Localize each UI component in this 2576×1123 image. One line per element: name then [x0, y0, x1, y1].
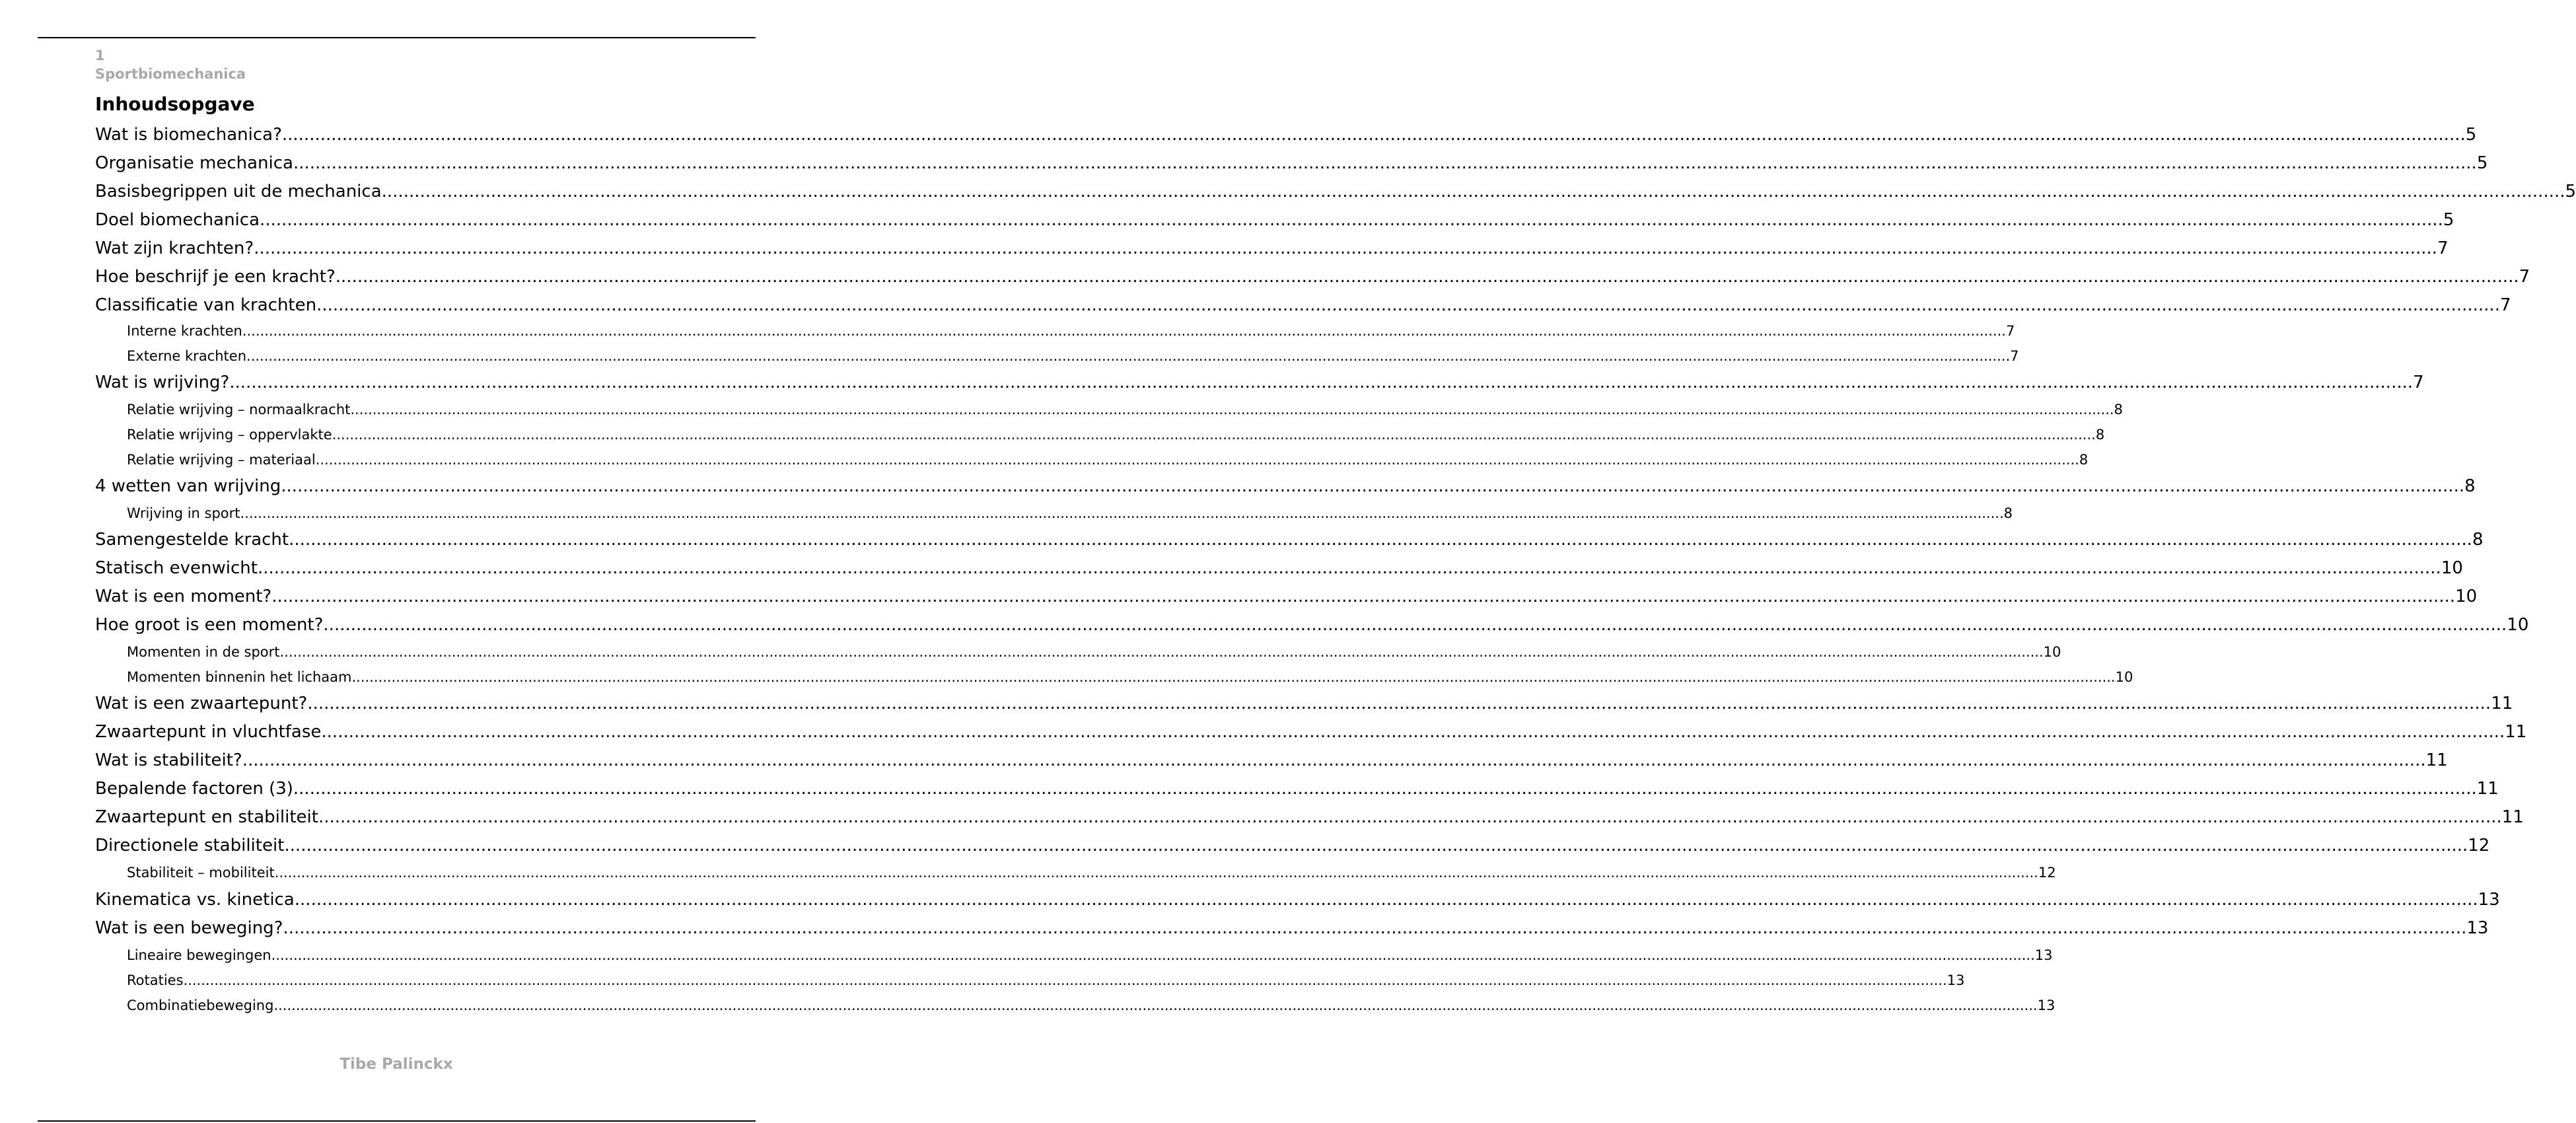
toc-entry[interactable]: [95, 889, 2500, 910]
dot-leader: ................................................................................................................................................................................................................................................................................................................................................................................................................: [307, 694, 2491, 713]
toc-entry-label: Zwaartepunt en stabiliteit: [95, 807, 318, 827]
dot-leader: ................................................................................................................................................................................................................................................................................................................................................................................................................: [183, 972, 1947, 988]
dot-leader: ................................................................................................................................................................................................................................................................................................................................................................................................................: [323, 615, 2507, 635]
toc-entry-page: 10: [2115, 669, 2133, 685]
toc-subentry[interactable]: [127, 426, 2105, 443]
toc-subentry[interactable]: [127, 669, 2133, 686]
toc-entry[interactable]: [95, 835, 2490, 856]
toc-entry[interactable]: [95, 558, 2463, 579]
toc-entry-page: 11: [2501, 807, 2524, 827]
toc-entry-label: Stabiliteit – mobiliteit: [127, 865, 275, 881]
toc-subentry[interactable]: [127, 997, 2056, 1014]
toc-entry[interactable]: [95, 124, 2477, 145]
toc-entry[interactable]: [95, 372, 2424, 393]
course-title: Sportbiomechanica: [95, 66, 246, 82]
toc-subentry[interactable]: [127, 401, 2123, 418]
dot-leader: ................................................................................................................................................................................................................................................................................................................................................................................................................: [284, 836, 2468, 855]
toc-entry[interactable]: [95, 476, 2476, 497]
toc-entry-label: Wat is wrijving?: [95, 373, 230, 392]
dot-leader: ................................................................................................................................................................................................................................................................................................................................................................................................................: [293, 779, 2477, 799]
toc-entry-label: Organisatie mechanica: [95, 153, 293, 173]
toc-entry-page: 5: [2565, 182, 2576, 201]
dot-leader: ................................................................................................................................................................................................................................................................................................................................................................................................................: [257, 558, 2441, 578]
toc-entry-page: 10: [2455, 587, 2478, 606]
dot-leader: ................................................................................................................................................................................................................................................................................................................................................................................................................: [274, 865, 2038, 881]
toc-entry-label: Wat is een beweging?: [95, 918, 283, 938]
dot-leader: ................................................................................................................................................................................................................................................................................................................................................................................................................: [246, 348, 2011, 364]
dot-leader: ................................................................................................................................................................................................................................................................................................................................................................................................................: [240, 505, 2004, 521]
toc-entry[interactable]: [95, 750, 2448, 771]
toc-entry-label: Lineaire bewegingen: [127, 947, 271, 963]
toc-entry-page: 7: [2005, 323, 2015, 339]
toc-entry-label: Relatie wrijving – materiaal: [127, 452, 316, 468]
toc-subentry[interactable]: [127, 347, 2019, 365]
toc-entry[interactable]: [95, 586, 2478, 607]
dot-leader: ................................................................................................................................................................................................................................................................................................................................................................................................................: [283, 918, 2467, 938]
toc-subentry[interactable]: [127, 864, 2056, 881]
toc-entry-label: Externe krachten: [127, 348, 247, 364]
toc-entry-label: Wat is een zwaartepunt?: [95, 694, 308, 713]
dot-leader: ................................................................................................................................................................................................................................................................................................................................................................................................................: [242, 323, 2006, 339]
toc-entry-page: 7: [2010, 348, 2019, 364]
toc-entry-label: Relatie wrijving – normaalkracht: [127, 402, 351, 417]
toc-entry-page: 8: [2079, 452, 2089, 468]
toc-entry-label: Momenten binnenin het lichaam: [127, 669, 352, 685]
toc-entry-page: 5: [2476, 153, 2488, 173]
toc-entry[interactable]: [95, 153, 2488, 174]
toc-subentry[interactable]: [127, 947, 2053, 964]
toc-entry-page: 10: [2043, 644, 2061, 660]
dot-leader: ................................................................................................................................................................................................................................................................................................................................................................................................................: [294, 890, 2478, 910]
toc-entry-page: 7: [2519, 267, 2530, 287]
toc-entry-page: 8: [2003, 505, 2013, 521]
toc-entry-label: Rotaties: [127, 972, 184, 988]
toc-entry-label: Hoe beschrijf je een kracht?: [95, 267, 336, 287]
toc-entry-page: 7: [2499, 295, 2511, 315]
toc-entry[interactable]: [95, 295, 2511, 316]
dot-leader: ................................................................................................................................................................................................................................................................................................................................................................................................................: [281, 125, 2466, 145]
toc-entry[interactable]: [95, 807, 2524, 828]
toc-entry-label: Zwaartepunt in vluchtfase: [95, 722, 322, 742]
bottom-rule: [38, 1120, 756, 1122]
dot-leader: ................................................................................................................................................................................................................................................................................................................................................................................................................: [332, 427, 2096, 443]
toc-entry-label: 4 wetten van wrijving: [95, 476, 281, 496]
toc-entry-page: 13: [2037, 997, 2056, 1013]
dot-leader: ................................................................................................................................................................................................................................................................................................................................................................................................................: [321, 722, 2505, 742]
toc-subentry[interactable]: [127, 972, 1965, 989]
toc-entry-label: Wat is stabiliteit?: [95, 750, 242, 770]
dot-leader: ................................................................................................................................................................................................................................................................................................................................................................................................................: [351, 669, 2116, 685]
dot-leader: ................................................................................................................................................................................................................................................................................................................................................................................................................: [350, 402, 2114, 417]
dot-leader: ................................................................................................................................................................................................................................................................................................................................................................................................................: [293, 153, 2477, 173]
toc-entry-page: 5: [2465, 125, 2477, 145]
toc-subentry[interactable]: [127, 451, 2089, 468]
toc-entry[interactable]: [95, 721, 2527, 743]
toc-subentry[interactable]: [127, 643, 2061, 661]
toc-entry-label: Wat is een moment?: [95, 587, 272, 606]
toc-entry[interactable]: [95, 614, 2529, 635]
toc-entry-label: Classificatie van krachten: [95, 295, 317, 315]
footer-author: Tibe Palinckx: [340, 1056, 453, 1073]
toc-entry-page: 8: [2472, 530, 2484, 550]
dot-leader: ................................................................................................................................................................................................................................................................................................................................................................................................................: [242, 750, 2426, 770]
dot-leader: ................................................................................................................................................................................................................................................................................................................................................................................................................: [289, 530, 2472, 550]
toc-entry-label: Combinatiebeweging: [127, 997, 274, 1013]
dot-leader: ................................................................................................................................................................................................................................................................................................................................................................................................................: [315, 452, 2079, 468]
toc-entry-label: Basisbegrippen uit de mechanica: [95, 182, 382, 201]
toc-entry-label: Relatie wrijving – oppervlakte: [127, 427, 332, 443]
toc-entry-label: Wrijving in sport: [127, 505, 240, 521]
toc-entry[interactable]: [95, 918, 2489, 939]
dot-leader: ................................................................................................................................................................................................................................................................................................................................................................................................................: [229, 373, 2414, 392]
toc-entry[interactable]: [95, 693, 2513, 714]
toc-entry-page: 11: [2491, 694, 2513, 713]
toc-entry-page: 8: [2464, 476, 2476, 496]
dot-leader: ................................................................................................................................................................................................................................................................................................................................................................................................................: [273, 997, 2038, 1013]
toc-entry[interactable]: [95, 209, 2454, 231]
toc-entry-page: 13: [1947, 972, 1965, 988]
toc-entry-label: Interne krachten: [127, 323, 242, 339]
dot-leader: ................................................................................................................................................................................................................................................................................................................................................................................................................: [316, 295, 2500, 315]
dot-leader: ................................................................................................................................................................................................................................................................................................................................................................................................................: [271, 947, 2035, 963]
toc-entry-page: 5: [2443, 210, 2454, 230]
toc-entry-page: 8: [2095, 427, 2105, 443]
toc-entry-label: Wat is biomechanica?: [95, 125, 282, 145]
dot-leader: ................................................................................................................................................................................................................................................................................................................................................................................................................: [281, 476, 2465, 496]
toc-title: Inhoudsopgave: [95, 93, 255, 115]
toc-entry-label: Momenten in de sport: [127, 644, 280, 660]
toc-entry[interactable]: [95, 181, 2576, 202]
toc-subentry[interactable]: [127, 505, 2013, 522]
toc-entry[interactable]: [95, 266, 2530, 287]
toc-entry-page: 12: [2468, 836, 2490, 855]
toc-entry-label: Doel biomechanica: [95, 210, 260, 230]
toc-entry-label: Wat zijn krachten?: [95, 238, 254, 258]
toc-entry-label: Bepalende factoren (3): [95, 779, 293, 799]
dot-leader: ................................................................................................................................................................................................................................................................................................................................................................................................................: [254, 238, 2438, 258]
toc-entry[interactable]: [95, 529, 2484, 550]
toc-entry-label: Directionele stabiliteit: [95, 836, 285, 855]
toc-entry-page: 8: [2114, 402, 2123, 417]
toc-entry-page: 10: [2507, 615, 2529, 635]
dot-leader: ................................................................................................................................................................................................................................................................................................................................................................................................................: [271, 587, 2456, 606]
toc-entry[interactable]: [95, 238, 2449, 259]
toc-entry-page: 10: [2441, 558, 2463, 578]
toc-entry-page: 13: [2478, 890, 2500, 910]
toc-entry-page: 11: [2476, 779, 2499, 799]
toc-entry-page: 7: [2437, 238, 2449, 258]
toc-entry-page: 7: [2413, 373, 2424, 392]
toc-entry[interactable]: [95, 778, 2499, 799]
toc-entry-page: 12: [2038, 865, 2056, 881]
toc-subentry[interactable]: [127, 322, 2015, 340]
toc-entry-label: Samengestelde kracht: [95, 530, 289, 550]
toc-entry-label: Kinematica vs. kinetica: [95, 890, 295, 910]
dot-leader: ................................................................................................................................................................................................................................................................................................................................................................................................................: [318, 807, 2502, 827]
toc-entry-page: 11: [2505, 722, 2527, 742]
toc-entry-label: Statisch evenwicht: [95, 558, 258, 578]
toc-entry-page: 13: [2034, 947, 2053, 963]
dot-leader: ................................................................................................................................................................................................................................................................................................................................................................................................................: [260, 210, 2443, 230]
dot-leader: ................................................................................................................................................................................................................................................................................................................................................................................................................: [279, 644, 2044, 660]
page-number: 1: [95, 48, 105, 63]
dot-leader: ................................................................................................................................................................................................................................................................................................................................................................................................................: [335, 267, 2519, 287]
dot-leader: ................................................................................................................................................................................................................................................................................................................................................................................................................: [381, 182, 2565, 201]
toc-entry-page: 13: [2466, 918, 2489, 938]
toc-entry-label: Hoe groot is een moment?: [95, 615, 324, 635]
toc-entry-page: 11: [2425, 750, 2448, 770]
